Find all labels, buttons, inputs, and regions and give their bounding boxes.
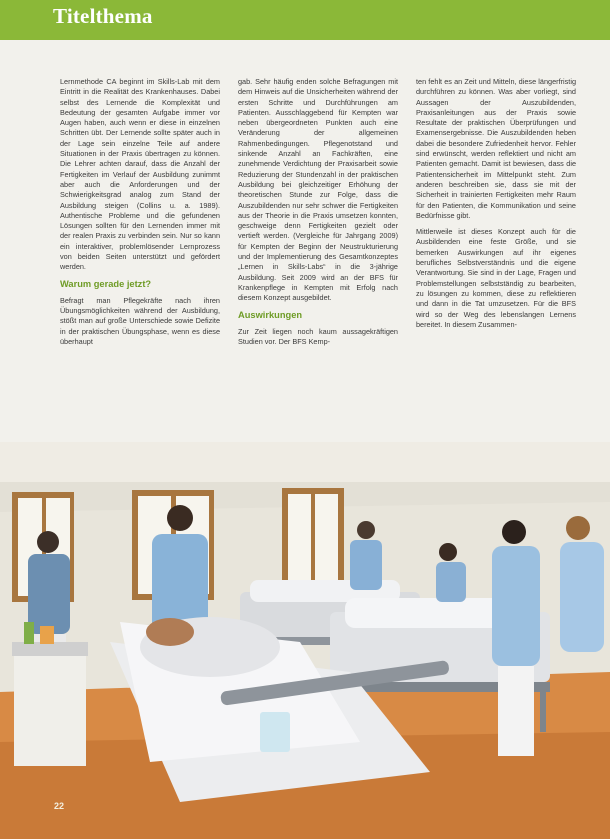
subheading: Warum gerade jetzt? [60,278,152,289]
care-trolley [12,622,88,766]
paragraph: gab. Sehr häufig enden solche Befragungen mit dem Hinweis auf die Unsicherheiten während der ersten Schritte und Durchführungen am Patienten. Ausschlaggebend für Kempten war neben übergeordneten Punkten auch eine Veränderung der allgemeinen Rahmenbedingungen. Pflegenotstand und sinkende Anzahl an Fachkräften, eine zunehmende Verdichtung der Praxisarbeit sowie Reduzierung der Stundenzahl in der praktischen Ausbildung bei gleichzeitiger Erhöhung der theoretischen Stunde zur Folge, dass die Auszubildenden nur sehr schwer die Fertigkeiten aus der Theorie in die Praxis umsetzen konnten, geschweige denn Fertigkeiten gezielt oder vertieft werden. (Vergleiche für Jahrgang 2009) für Kempten der Beginn der Neustrukturierung und der Implementierung des Gesamtkonzeptes „Lernen in Skills-Labs“ in die 3-jährige Ausbildung. Seit 2009 wird an der BFS für Krankenpflege in Kempten mit Erfolg nach diesem Konzept ausgebildet. [238,77,398,303]
paragraph: Befragt man Pflegekräfte nach ihren Übungsmöglichkeiten während der Ausbildung, stößt man auf große Unterschiede sowie Defizite in der praktischen Übungsphase, wenn es diese überhaupt [60,295,220,346]
article-column-1 [60,77,220,435]
ward-photo-illustration [0,442,610,839]
article-column-2 [238,77,398,435]
header-bar [0,0,610,40]
section-title: Titelthema [53,4,153,28]
paragraph: ten fehlt es an Zeit und Mitteln, diese längerfristig durchführen zu können. Was aber vorliegt, sind Aussagen der Auszubildenden, Praxisanleitungen aus der Praxis sowie Resultate der praktischen Überprüfungen und Examensergebnisse. Die Auszubildenden heben dabei die besondere Zufriedenheit hervor. Fehler sind erwünscht, werden reflektiert und nicht am Patienten gemacht. Damit ist bewiesen, dass die Patientensicherheit im Mittelpunkt steht. Zum anderen beschreiben sie, dass sie mit der Sicherheit in trainierten Fertigkeiten mehr Raum für den Patienten, die Kommunikation und seine Bedürfnisse gibt. [416,77,576,220]
article-body [60,77,576,435]
paragraph: Zur Zeit liegen noch kaum aussagekräftigen Studien vor. Der BFS Kemp- [238,326,398,346]
paragraph: Lernmethode CA beginnt im Skills-Lab mit dem Eintritt in die Realität des Krankenhauses. Dabei selbst des Lernende die Komplexität und Bedeutung der gesamten Aufgabe immer vor Augen haben, auch wenn er diese in einzelnen Schritten übt. Der Lernende sollte später auch in der Lage sein einzelne Teile auf andere Situationen in der Praxis übertragen zu können. Die Lehrer achten darauf, dass die Anzahl der Fertigkeiten im Verlauf der Ausbildung zunimmt aber auch die Anforderungen und der Schwierigkeitsgrad analog zum Stand der Ausbildung steigen (Collins u. a. 1989). Authentische Probleme und die gefundenen Lösungen sollten für den Lernenden immer mit der realen Praxis zu verbinden sein. Nur so kann ein interaktiver, problemlösender Lernprozess von beiden Seiten unterstützt und gefördert werden. [60,77,220,272]
window [282,488,344,588]
page-number: 22 [54,801,65,811]
subheading: Auswirkungen [238,309,303,320]
article-column-3 [416,77,576,435]
ward-photo [0,442,610,839]
nurse-figure [492,520,540,756]
paragraph: Mittlerweile ist dieses Konzept auch für die Ausbildenden eine feste Größe, und sie bemerken Auswirkungen auf ihr eigenes berufliches Selbstverständnis und die eigene Verantwortung. Sie sind in der Lage, Fragen und Problemstellungen selbstständig zu bearbeiten, zu lösungen zu kommen, diese zu reflektieren und dann in die Tat umzusetzen. Für die BFS wird so der Weg des lebenslangen Lernens bereitet. In diesem Zusammen- [416,227,576,329]
